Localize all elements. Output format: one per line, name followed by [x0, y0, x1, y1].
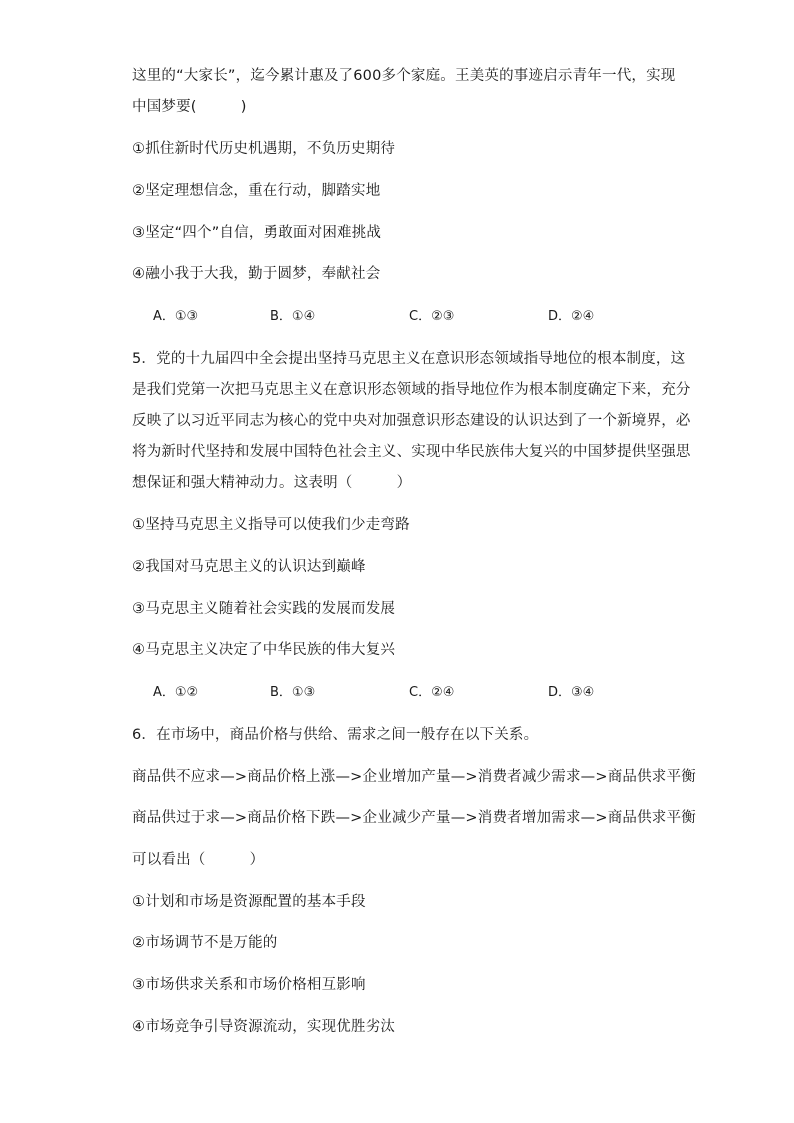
- q5-stem-line-1: 5．党的十九届四中全会提出坚持马克思主义在意识形态领域指导地位的根本制度，这: [132, 351, 686, 367]
- q5-choice-b[interactable]: B．①③: [270, 685, 316, 700]
- q4-choice-c[interactable]: C．②③: [409, 309, 455, 324]
- q5-stem-line-3: 反映了以习近平同志为核心的党中央对加强意识形态建设的认识达到了一个新境界，必: [132, 413, 691, 429]
- q6-stem-line-2: 商品供不应求—>商品价格上涨—>企业增加产量—>消费者减少需求—>商品供求平衡: [132, 769, 696, 785]
- q5-statement-1: ①坚持马克思主义指导可以使我们少走弯路: [132, 517, 410, 533]
- q6-statement-4: ④市场竞争引导资源流动，实现优胜劣汰: [132, 1019, 396, 1035]
- q4-statement-4: ④融小我于大我，勤于圆梦，奉献社会: [132, 266, 381, 282]
- q4-stem-line-1: 这里的“大家长”，迄今累计惠及了600多个家庭。王美英的事迹启示青年一代，实现: [132, 68, 676, 84]
- q5-statement-2: ②我国对马克思主义的认识达到巅峰: [132, 559, 366, 575]
- q4-statement-1: ①抓住新时代历史机遇期，不负历史期待: [132, 141, 396, 157]
- q4-statement-2: ②坚定理想信念，重在行动，脚踏实地: [132, 183, 381, 199]
- q5-choice-c[interactable]: C．②④: [409, 685, 455, 700]
- q4-stem-line-2: 中国梦要( ): [132, 99, 247, 115]
- q6-stem-line-3: 商品供过于求—>商品价格下跌—>企业减少产量—>消费者增加需求—>商品供求平衡: [132, 810, 696, 826]
- q6-stem-line-4: 可以看出（ ）: [132, 852, 265, 868]
- q6-statement-3: ③市场供求关系和市场价格相互影响: [132, 977, 366, 993]
- q5-choice-d[interactable]: D．③④: [548, 685, 595, 700]
- q4-choice-a[interactable]: A．①③: [153, 309, 199, 324]
- q5-stem-line-4: 将为新时代坚持和发展中国特色社会主义、实现中华民族伟大复兴的中国梦提供坚强思: [132, 444, 691, 460]
- q5-stem-line-5: 想保证和强大精神动力。这表明（ ）: [132, 475, 412, 491]
- q6-statement-1: ①计划和市场是资源配置的基本手段: [132, 894, 366, 910]
- q5-statement-3: ③马克思主义随着社会实践的发展而发展: [132, 601, 396, 617]
- q5-choice-a[interactable]: A．①②: [153, 685, 199, 700]
- q4-choice-d[interactable]: D．②④: [548, 309, 595, 324]
- q6-statement-2: ②市场调节不是万能的: [132, 935, 278, 951]
- q4-choice-b[interactable]: B．①④: [270, 309, 316, 324]
- q5-stem-line-2: 是我们党第一次把马克思主义在意识形态领域的指导地位作为根本制度确定下来，充分: [132, 382, 691, 398]
- q6-stem-line-1: 6．在市场中，商品价格与供给、需求之间一般存在以下关系。: [132, 727, 539, 743]
- q5-statement-4: ④马克思主义决定了中华民族的伟大复兴: [132, 642, 396, 658]
- q4-statement-3: ③坚定“四个”自信，勇敢面对困难挑战: [132, 225, 382, 241]
